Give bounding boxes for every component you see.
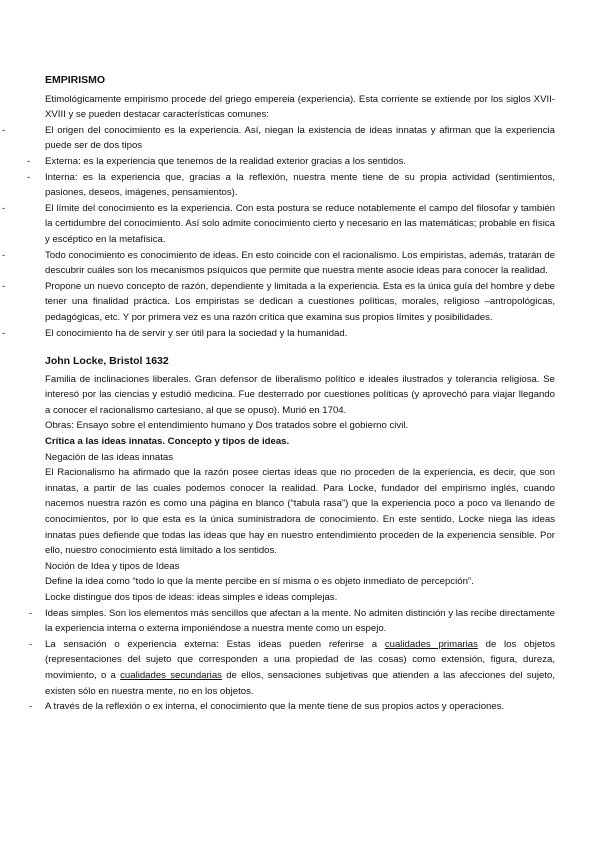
empirismo-characteristics-list: [2, 123, 555, 341]
list-item-text: Todo conocimiento es conocimiento de ideas. En esto coincide con el racionalismo. Los empiristas, además, tratarán de descubrir cuáles son los mecanismos psíquicos que permite que nuestra mente asocie ideas para conocer la realidad.: [45, 249, 555, 277]
cualidades-secundarias-term: cualidades secundarias: [120, 669, 222, 681]
negacion-heading: Negación de las ideas innatas: [45, 451, 174, 463]
list-item-text: Interna: es la experiencia que, gracias a la reflexión, nuestra mente tiene de su propia actividad (sentimientos, pasiones, deseos, imágenes, pensamientos).: [45, 171, 555, 199]
experience-types-list: [27, 154, 555, 201]
section-title-locke: John Locke, Bristol 1632: [45, 355, 169, 368]
nocion-heading: Noción de Idea y tipos de Ideas: [45, 560, 180, 572]
list-item-text: A través de la reflexión o ex interna, el conocimiento que la mente tiene de sus propios actos y operaciones.: [45, 701, 505, 713]
dash-bullet: -: [27, 155, 31, 167]
list-item: [2, 201, 555, 248]
critica-heading: Crítica a las ideas innatas. Concepto y tipos de ideas.: [45, 436, 290, 448]
list-item: [29, 606, 555, 715]
dash-bullet: -: [2, 327, 6, 339]
dash-bullet: -: [29, 607, 33, 619]
list-item: [2, 248, 555, 279]
negacion-text: El Racionalismo ha afirmado que la razón posee ciertas ideas que no proceden de la experiencia, es decir, que son innatas, a partir de las cuales podemos conocer la realidad. Para Locke, fundador del empirismo inglés, cuando nacemos nuestra razón es como una página en blanco (“tabula rasa”) que la experiencia poco a poco va llenando de conocimientos, por lo que esta es la única suministradora de conocimiento. En este sentido, Locke niega las ideas innatas pues defiende que todas las ideas que hay en nuestro entendimiento proceden de la experiencia sensible. Por ello, nuestro conocimiento está limitado a los sentidos.: [45, 467, 555, 557]
dash-bullet: -: [2, 202, 6, 214]
list-item-text: Externa: es la experiencia que tenemos de la realidad exterior gracias a los sentidos.: [45, 155, 407, 167]
dash-bullet: -: [2, 124, 6, 136]
simple-ideas-sources-list: [29, 637, 555, 715]
list-item: [29, 699, 555, 715]
list-item: [27, 154, 555, 170]
empirismo-intro: Etimológicamente empirismo procede del griego empereia (experiencia). Esta corriente se extiende por los siglos XVII-XVIII y se pueden destacar características comunes:: [45, 93, 555, 121]
list-item-text: El conocimiento ha de servir y ser útil para la sociedad y la humanidad.: [45, 327, 348, 339]
dash-bullet: -: [29, 638, 33, 650]
list-item-text: Propone un nuevo concepto de razón, dependiente y limitada a la experiencia. Esta es la única guía del hombre y debe tener una finalidad práctica. Los empiristas se dedican a cuestiones políticas, morales, religioso –antropológicas, pedagógicas, etc. Y por primera vez es una razón crítica que examina sus propios límites y posibilidades.: [45, 280, 555, 323]
dash-bullet: -: [2, 280, 6, 292]
list-item: [2, 326, 555, 342]
list-item: [2, 123, 555, 201]
dash-bullet: -: [27, 171, 31, 183]
list-item: [29, 637, 555, 699]
locke-bio: Familia de inclinaciones liberales. Gran defensor de liberalismo político e ideales ilustrados y tolerancia religiosa. Se interesó por las ciencias y estudió medicina. Fue desterrado por cuestiones políticas (y aprovechó para viajar llegando a conocer el racionalismo cartesiano, al que se opuso). Murió en 1704.: [45, 373, 555, 416]
document-content: [2, 73, 555, 715]
nocion-definition: Define la idea como “todo lo que la mente percibe en sí misma o es objeto inmediato de percepción”.: [45, 576, 474, 588]
nocion-types: Locke distingue dos tipos de ideas: ideas simples e ideas complejas.: [45, 592, 338, 603]
list-item: [2, 279, 555, 326]
sensacion-text-1: La sensación o experiencia externa: Estas ideas pueden referirse a: [45, 638, 385, 650]
list-item-text: El origen del conocimiento es la experiencia. Así, niegan la existencia de ideas innatas y afirman que la experiencia puede ser de dos tipos: [45, 124, 555, 152]
dash-bullet: -: [29, 701, 33, 713]
section-title-empirismo: EMPIRISMO: [45, 74, 106, 86]
list-item-text: Ideas simples. Son los elementos más sencillos que afectan a la mente. No admiten distinción y las recibe directamente la experiencia interna o externa imponiéndose a nuestra mente como un espejo.: [45, 607, 555, 635]
cualidades-primarias-term: cualidades primarias: [384, 638, 478, 650]
idea-types-list: [29, 606, 555, 715]
list-item-text: El límite del conocimiento es la experiencia. Con esta postura se reduce notablemente el campo del filosofar y también la certidumbre del conocimiento. Así solo admite conocimiento cierto y necesario en las matemáticas; probable en física y escéptico en la metafísica.: [45, 202, 555, 245]
sensacion-text-3: de ellos, sensaciones subjetivas que atienden a las afecciones del sujeto, existen sólo en nuestra mente, no en los objetos.: [45, 669, 555, 697]
locke-works: Obras: Ensayo sobre el entendimiento humano y Dos tratados sobre el gobierno civil.: [45, 420, 409, 432]
sensacion-text-2: de los objetos (representaciones del sujeto que corresponden a una propiedad de las cosas) como extensión, figura, dureza, movimiento, o a: [45, 638, 555, 681]
dash-bullet: -: [2, 249, 6, 261]
list-item: [27, 170, 555, 201]
